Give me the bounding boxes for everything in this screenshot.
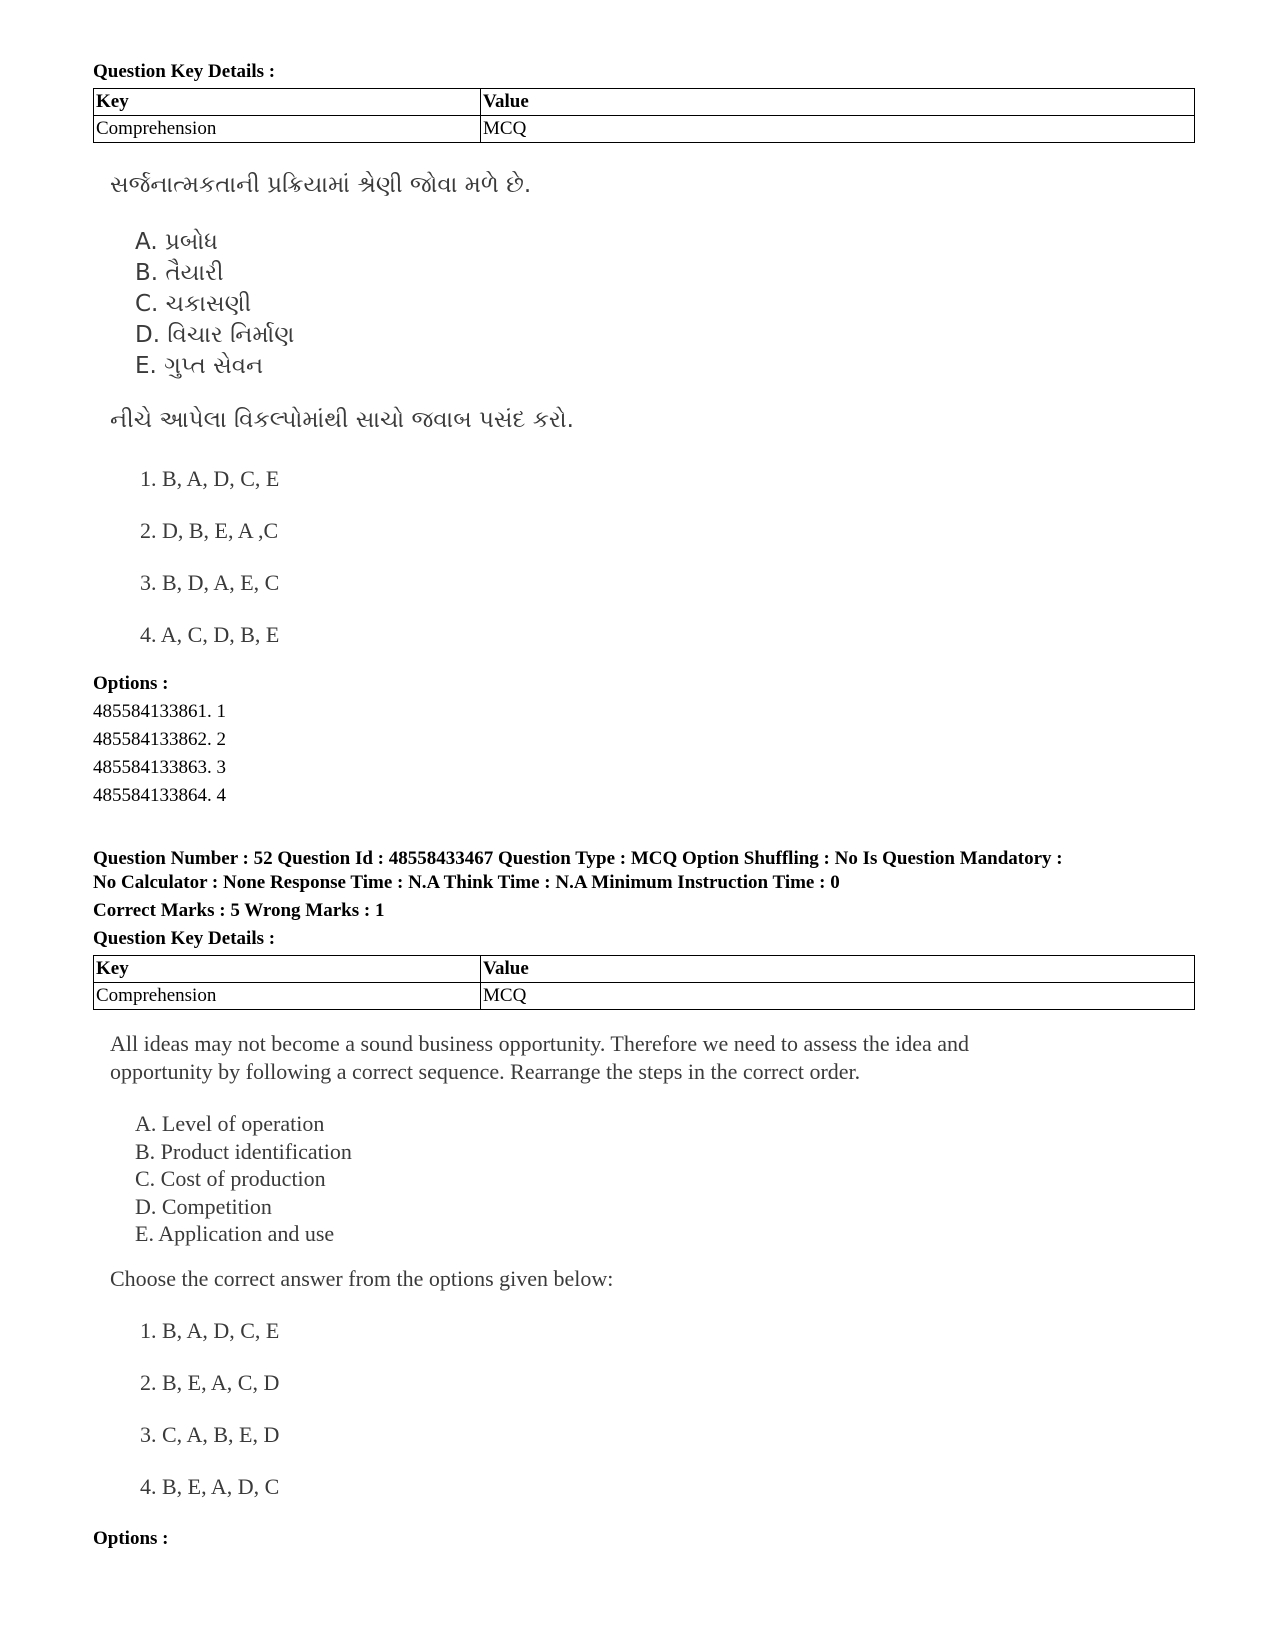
q52-answer-2: 2. B, E, A, C, D xyxy=(140,1370,280,1395)
table-header-row xyxy=(94,956,1195,983)
option-item: 485584133864. 4 xyxy=(93,785,226,806)
q52-stem-line-2: opportunity by following a correct sequence. Rearrange the steps in the correct order. xyxy=(110,1059,861,1084)
q51-instruction: નીચે આપેલા વિકલ્પોમાંથી સાચો જવાબ પસંદ કરો. xyxy=(110,407,574,433)
q52-key-details-heading: Question Key Details : xyxy=(93,928,276,949)
q52-answer-4: 4. B, E, A, D, C xyxy=(140,1474,280,1499)
table-cell-key: Comprehension xyxy=(94,116,481,143)
q51-answer-1: 1. B, A, D, C, E xyxy=(140,466,280,491)
q52-meta-line-1: Question Number : 52 Question Id : 48558433467 Question Type : MCQ Option Shuffling : No Is Question Mandatory : xyxy=(93,848,1063,869)
table-header-value: Value xyxy=(481,956,1195,983)
q51-key-table xyxy=(93,88,1195,143)
list-item: C. ચકાસણી xyxy=(135,291,252,317)
list-item: C. Cost of production xyxy=(135,1166,326,1191)
option-item: 485584133863. 3 xyxy=(93,757,226,778)
table-cell-value: MCQ xyxy=(481,116,1195,143)
q51-stem: સર્જનાત્મકતાની પ્રક્રિયામાં શ્રેણી જોવા મળે છે. xyxy=(110,172,532,198)
list-item: A. પ્રબોધ xyxy=(135,229,218,255)
table-header-row xyxy=(94,89,1195,116)
list-item: E. Application and use xyxy=(135,1221,335,1246)
q52-instruction: Choose the correct answer from the options given below: xyxy=(110,1266,614,1291)
q51-answer-3: 3. B, D, A, E, C xyxy=(140,570,280,595)
q52-answer-1: 1. B, A, D, C, E xyxy=(140,1318,280,1343)
q51-answer-2: 2. D, B, E, A ,C xyxy=(140,518,279,543)
list-item: E. ગુપ્ત સેવન xyxy=(135,353,264,379)
list-item: B. Product identification xyxy=(135,1138,352,1164)
q52-meta-line-2: No Calculator : None Response Time : N.A Think Time : N.A Minimum Instruction Time : 0 xyxy=(93,872,840,893)
list-item: A. Level of operation xyxy=(135,1111,325,1136)
q52-marks: Correct Marks : 5 Wrong Marks : 1 xyxy=(93,900,385,921)
option-item: 485584133861. 1 xyxy=(93,701,226,722)
q52-stem xyxy=(110,1030,969,1086)
q51-answer-4: 4. A, C, D, B, E xyxy=(140,622,280,647)
table-row xyxy=(94,116,1195,143)
table-row xyxy=(94,983,1195,1010)
table-header-key: Key xyxy=(94,956,481,983)
q52-options-heading: Options : xyxy=(93,1528,169,1549)
q51-key-details-heading: Question Key Details : xyxy=(93,61,276,82)
q52-key-table xyxy=(93,955,1195,1010)
list-item: D. વિચાર નિર્માણ xyxy=(135,322,295,348)
q52-item-list xyxy=(135,1110,352,1248)
option-item: 485584133862. 2 xyxy=(93,729,226,750)
table-cell-value: MCQ xyxy=(481,983,1195,1010)
q52-stem-line-1: All ideas may not become a sound business opportunity. Therefore we need to assess the idea and xyxy=(110,1031,969,1056)
q52-answer-3: 3. C, A, B, E, D xyxy=(140,1422,280,1447)
table-header-value: Value xyxy=(481,89,1195,116)
list-item: D. Competition xyxy=(135,1193,272,1219)
q51-options-heading: Options : xyxy=(93,673,169,694)
q51-item-list xyxy=(135,227,294,382)
table-header-key: Key xyxy=(94,89,481,116)
list-item: B. તૈયારી xyxy=(135,260,224,286)
table-cell-key: Comprehension xyxy=(94,983,481,1010)
